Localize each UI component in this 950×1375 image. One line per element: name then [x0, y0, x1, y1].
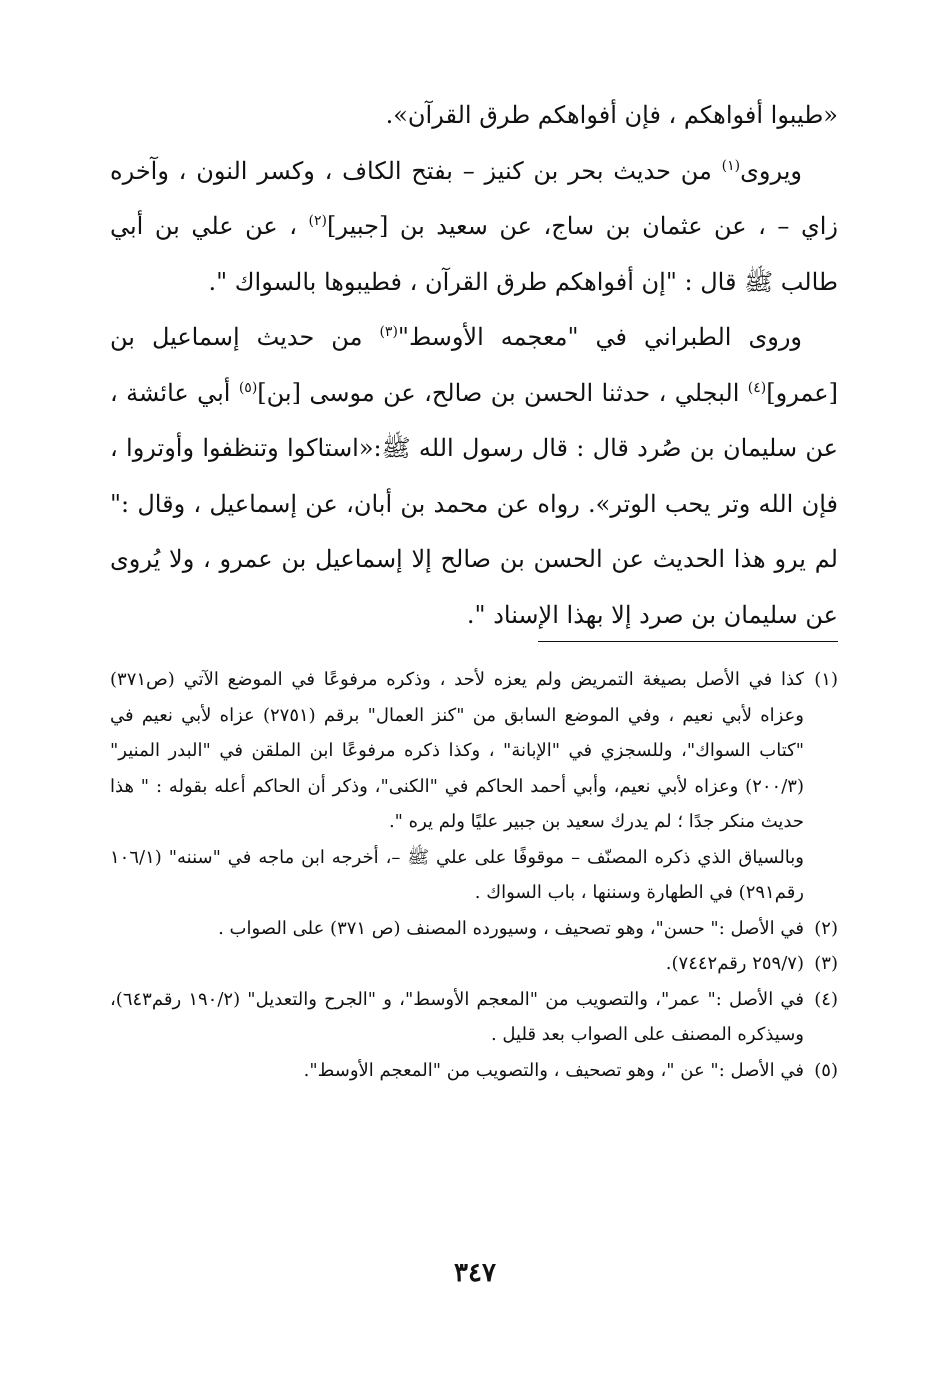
paragraph-2-text-b: من حديث بحر بن كنيز – بفتح الكاف ، وكسر النون ، وآخره زاي – ، عن عثمان بن ساج، عن سعيد بن [جبير]	[110, 156, 838, 240]
footnote-3	[110, 946, 838, 982]
footnote-number: (٣)	[814, 953, 838, 974]
footnote-1	[110, 662, 838, 840]
footnote-text: كذا في الأصل بصيغة التمريض ولم يعزه لأحد ، وذكره مرفوعًا في الموضع الآتي (ص٣٧١) وعزاه لأبي نعيم ، وفي الموضع السابق من "كنز العمال" برقم (٢٧٥١) عزاه لأبي نعيم في "كتاب السواك"، وللسجزي في "الإبانة" ، وكذا ذكره مرفوعًا ابن الملقن في "البدر المنير" (٢٠٠/٣) وعزاه لأبي نعيم، وأبي أحمد الحاكم في "الكنى"، وذكر أن الحاكم أعله بقوله : " هذا حديث منكر جدًا ؛ لم يدرك سعيد بن جبير عليًا ولم يره ".	[110, 669, 804, 832]
paragraph-3-text-c: البجلي ، حدثنا الحسن بن صالح، عن موسى [بن]	[257, 378, 748, 407]
footnote-1-continued	[110, 840, 838, 911]
paragraph-3	[110, 310, 838, 643]
footnote-text: في الأصل :" عن "، وهو تصحيف ، والتصويب من "المعجم الأوسط".	[303, 1059, 804, 1081]
footnote-number: (٤)	[814, 988, 838, 1010]
footnote-text: (٢٥٩/٧ رقم٧٤٤٢).	[665, 953, 804, 974]
main-text	[110, 88, 838, 643]
paragraph-2-text-c: ، عن علي بن أبي طالب ﷺ قال : "إن أفواهكم طرق القرآن ، فطيبوها بالسواك ".	[110, 212, 838, 296]
footnote-ref-3[interactable]: (٣)	[379, 324, 398, 340]
paragraph-3-text-a: وروى الطبراني في "معجمه الأوسط"	[397, 323, 802, 351]
paragraph-1: «طيبوا أفواهكم ، فإن أفواهكم طرق القرآن».	[385, 101, 838, 129]
footnote-ref-4[interactable]: (٤)	[747, 379, 767, 396]
footnote-ref-2[interactable]: (٢)	[308, 213, 328, 229]
footnote-separator	[538, 641, 838, 642]
footnote-text: وبالسياق الذي ذكره المصنّف – موقوفًا على علي ﷺ –، أخرجه ابن ماجه في "سننه" (١٠٦/١ رقم٢٩١) في الطهارة وسننها ، باب السواك .	[110, 846, 804, 903]
footnote-number: (١)	[814, 669, 838, 690]
footnote-ref-1[interactable]: (١)	[721, 157, 741, 174]
footnote-number: (٥)	[814, 1059, 838, 1081]
paragraph-2	[110, 144, 838, 311]
footnote-text: في الأصل :" عمر"، والتصويب من "المعجم الأوسط"، و "الجرح والتعديل" (١٩٠/٢ رقم٦٤٣)، وسيذكره المصنف على الصواب بعد قليل .	[110, 988, 804, 1045]
footnote-5	[110, 1053, 838, 1089]
footnote-4	[110, 982, 838, 1053]
footnote-text: في الأصل :" حسن"، وهو تصحيف ، وسيورده المصنف (ص ٣٧١) على الصواب .	[218, 917, 804, 939]
page-number: ٣٤٧	[454, 1258, 496, 1288]
footnotes	[110, 662, 838, 1088]
footnote-2	[110, 911, 838, 947]
paragraph-3-text-b: من حديث إسماعيل بن [عمرو]	[110, 323, 838, 407]
footnote-number: (٢)	[814, 917, 838, 939]
paragraph-3-text-d: أبي عائشة ، عن سليمان بن صُرد قال : قال رسول الله ﷺ:«استاكوا وتنظفوا وأوتروا ، فإن الله وتر يحب الوتر». رواه عن محمد بن أبان، عن إسماعيل ، وقال :" لم يرو هذا الحديث عن الحسن بن صالح إلا إسماعيل بن عمرو ، ولا يُروى عن سليمان بن صرد إلا بهذا الإسناد ".	[110, 378, 838, 629]
footnote-ref-5[interactable]: (٥)	[238, 379, 258, 396]
paragraph-2-text-a: ويروى	[740, 156, 802, 185]
